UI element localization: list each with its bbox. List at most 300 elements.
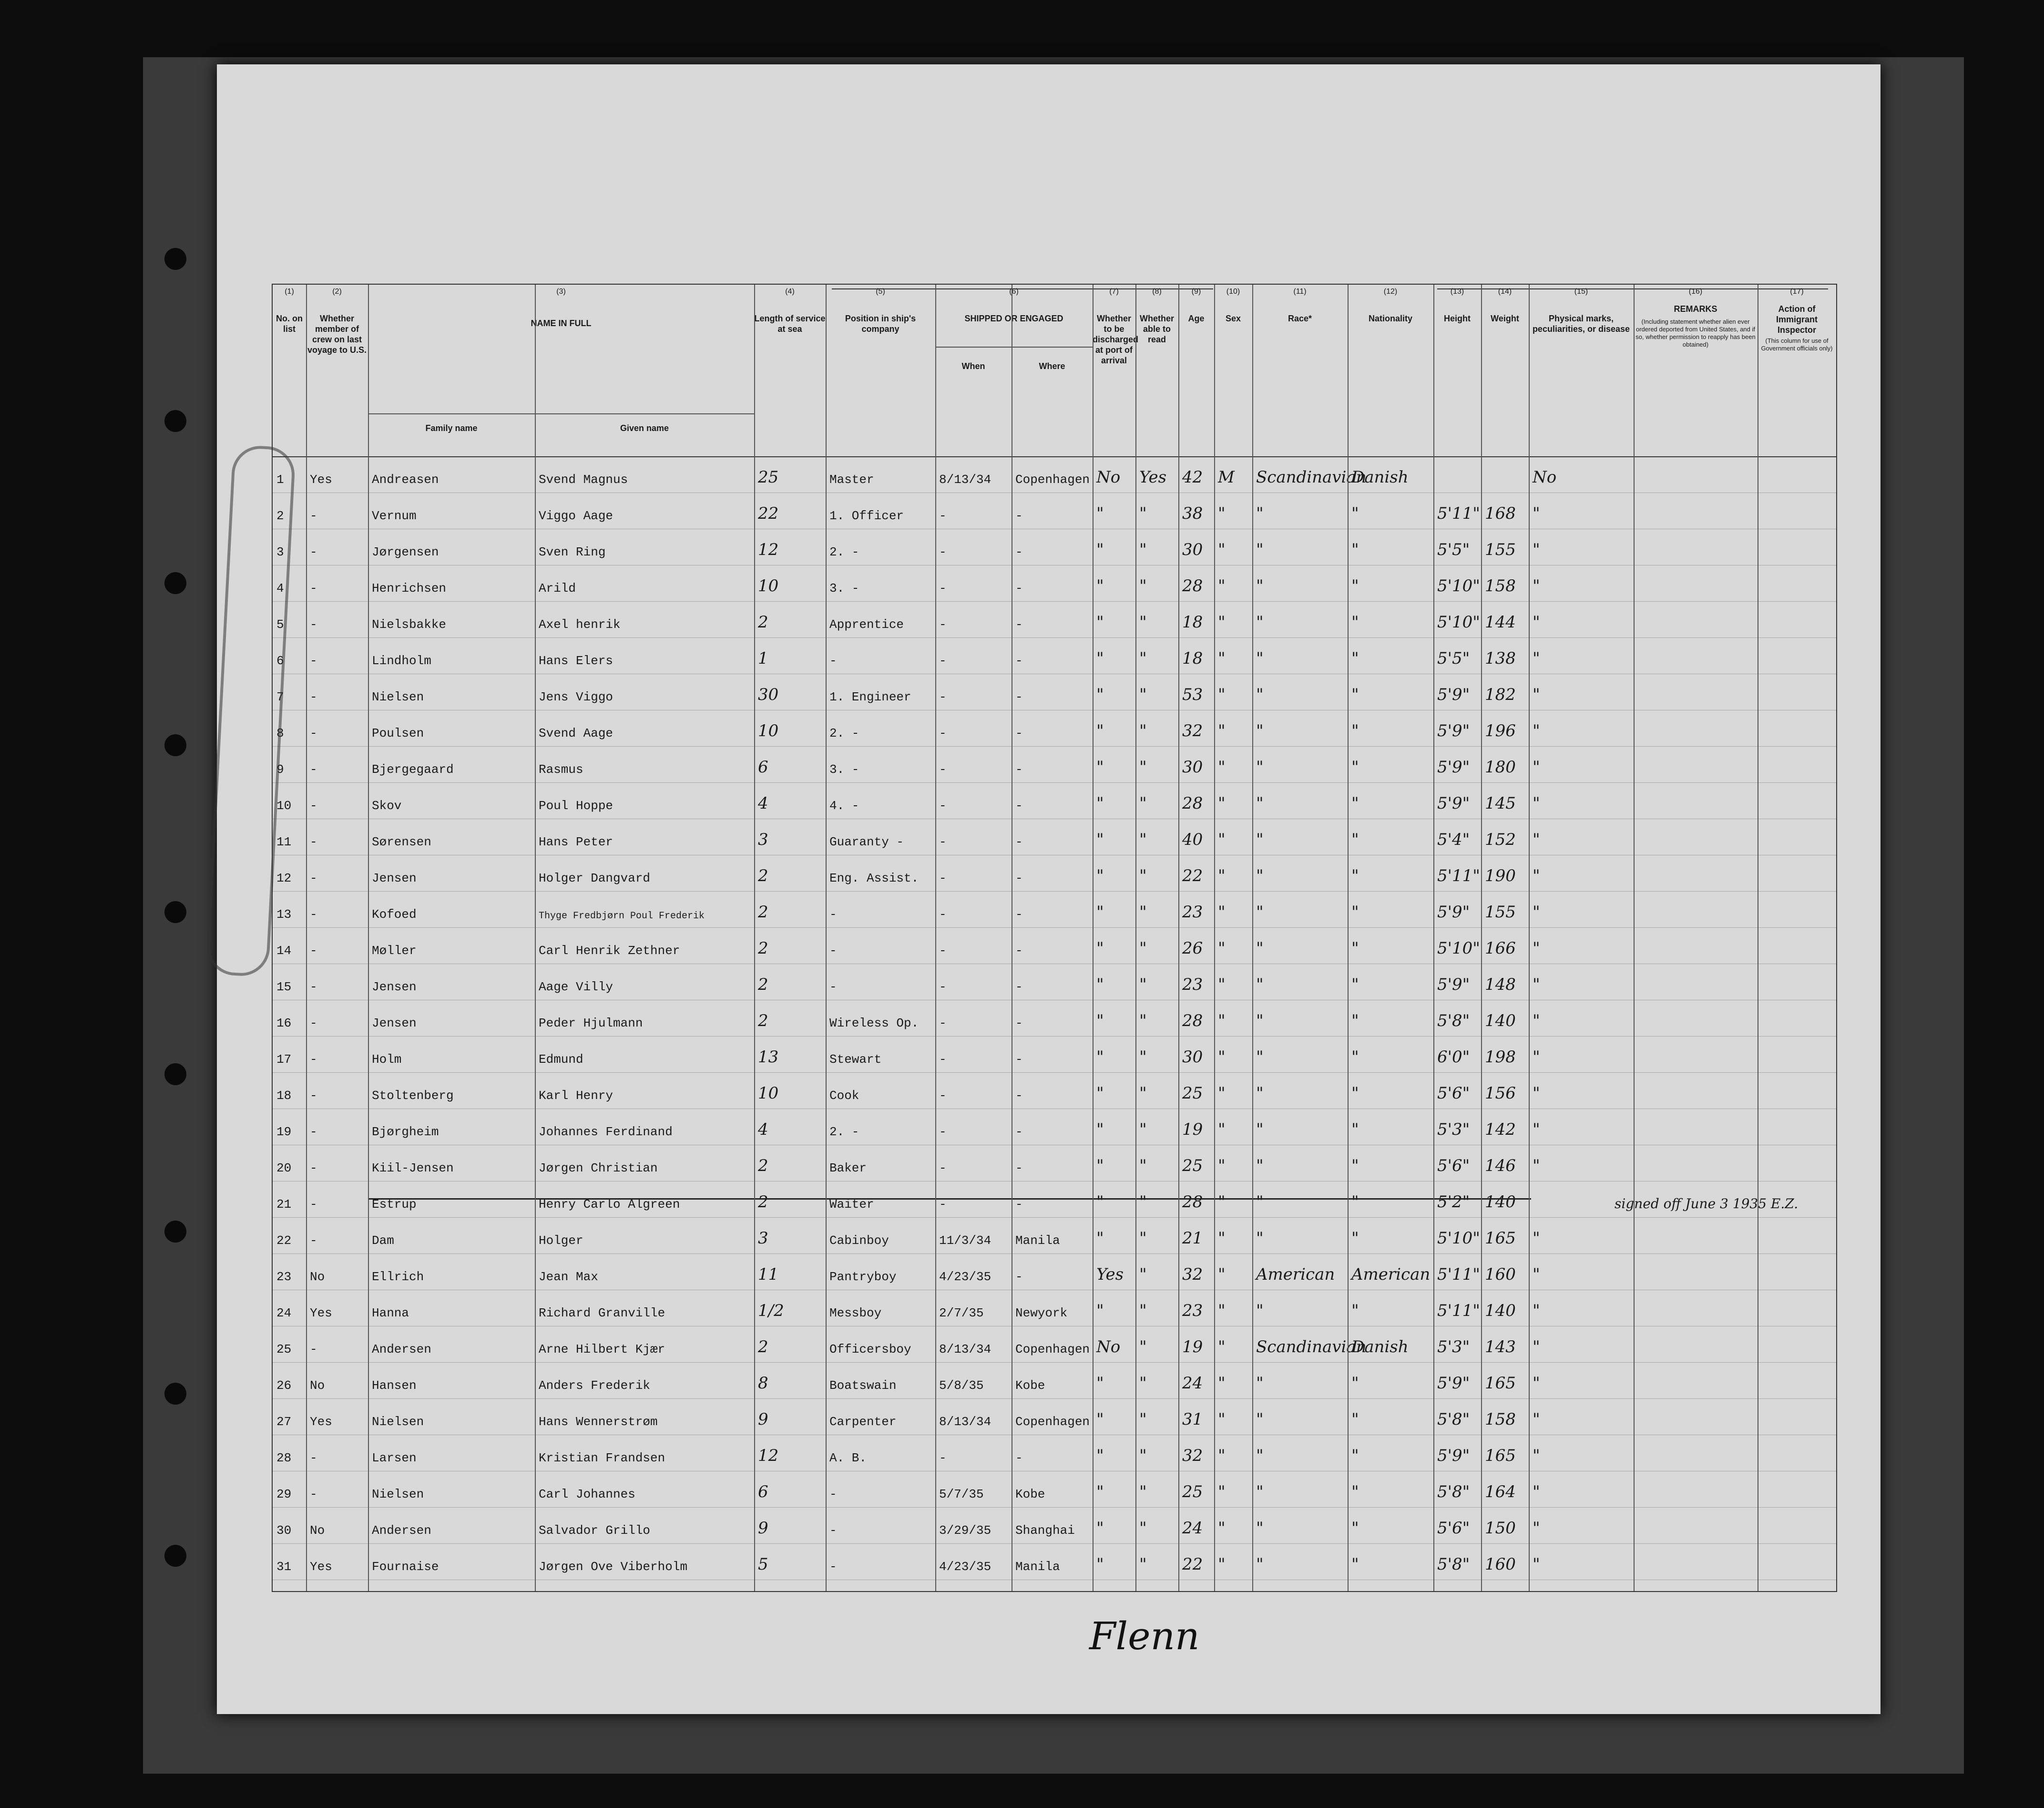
binder-hole bbox=[164, 1383, 186, 1405]
cell-family: Lindholm bbox=[372, 654, 431, 668]
cell-ht: 5'3" bbox=[1437, 1337, 1470, 1356]
cell-sex: M bbox=[1218, 468, 1235, 487]
cell-when: - bbox=[939, 1052, 947, 1067]
column-header: Weight bbox=[1491, 314, 1519, 323]
cell-read: " bbox=[1139, 939, 1147, 958]
cell-read: " bbox=[1139, 721, 1147, 740]
cell-age: 18 bbox=[1182, 613, 1203, 632]
cell-nat: " bbox=[1351, 1192, 1359, 1212]
cell-family: Fournaise bbox=[372, 1560, 439, 1574]
column-number: (16) bbox=[1688, 288, 1703, 296]
cell-where: - bbox=[1015, 509, 1023, 523]
cell-pos: - bbox=[829, 1523, 837, 1538]
cell-marks: " bbox=[1533, 613, 1540, 632]
column-number: (15) bbox=[1574, 288, 1588, 296]
cell-when: 8/13/34 bbox=[939, 1342, 991, 1356]
cell-prev: - bbox=[310, 1197, 317, 1212]
cell-pos: Wireless Op. bbox=[829, 1016, 919, 1030]
cell-given: Anders Frederik bbox=[539, 1378, 651, 1393]
cell-marks: " bbox=[1533, 685, 1540, 704]
cell-no: 30 bbox=[276, 1523, 292, 1538]
cell-when: 2/7/35 bbox=[939, 1306, 984, 1320]
cell-nat: " bbox=[1351, 1482, 1359, 1501]
cell-svc: 2 bbox=[758, 1192, 768, 1212]
table-row bbox=[273, 493, 1836, 529]
cell-disch: " bbox=[1096, 504, 1104, 523]
cell-marks: " bbox=[1533, 866, 1540, 885]
cell-ht: 5'9" bbox=[1437, 758, 1470, 777]
table-row bbox=[273, 746, 1836, 783]
cell-race: " bbox=[1256, 1410, 1264, 1429]
cell-race: " bbox=[1256, 1156, 1264, 1175]
column-divider bbox=[826, 285, 827, 1591]
cell-where: Kobe bbox=[1015, 1487, 1045, 1501]
cell-where: - bbox=[1015, 545, 1023, 559]
cell-sex: " bbox=[1218, 540, 1226, 559]
cell-pos: Master bbox=[829, 473, 874, 487]
cell-read: " bbox=[1139, 794, 1147, 813]
cell-given: Jørgen Christian bbox=[539, 1161, 658, 1175]
column-header: Family name bbox=[425, 423, 478, 433]
cell-when: - bbox=[939, 617, 947, 632]
cell-read: " bbox=[1139, 1265, 1147, 1284]
cell-read: " bbox=[1139, 1120, 1147, 1139]
cell-given: Salvador Grillo bbox=[539, 1523, 651, 1538]
table-row bbox=[273, 1507, 1836, 1544]
column-number: (4) bbox=[785, 288, 795, 296]
cell-ht: 5'10" bbox=[1437, 1229, 1480, 1248]
cell-prev: - bbox=[310, 1342, 317, 1356]
cell-prev: Yes bbox=[310, 1560, 332, 1574]
cell-no: 29 bbox=[276, 1487, 292, 1501]
column-header: Nationality bbox=[1368, 314, 1412, 323]
cell-svc: 5 bbox=[758, 1555, 768, 1574]
cell-given: Carl Henrik Zethner bbox=[539, 944, 680, 958]
cell-where: - bbox=[1015, 1451, 1023, 1465]
cell-nat: " bbox=[1351, 939, 1359, 958]
cell-prev: - bbox=[310, 871, 317, 885]
cell-age: 24 bbox=[1182, 1519, 1203, 1538]
cell-read: " bbox=[1139, 866, 1147, 885]
cell-family: Holm bbox=[372, 1052, 402, 1067]
cell-svc: 6 bbox=[758, 1482, 768, 1501]
cell-ht: 5'9" bbox=[1437, 1446, 1470, 1465]
cell-given: Peder Hjulmann bbox=[539, 1016, 643, 1030]
cell-rem: signed off June 3 1935 E.Z. bbox=[1615, 1196, 1799, 1212]
cell-disch: " bbox=[1096, 613, 1104, 632]
cell-read: " bbox=[1139, 830, 1147, 849]
cell-marks: " bbox=[1533, 1156, 1540, 1175]
cell-nat: " bbox=[1351, 1120, 1359, 1139]
column-header: (This column for use of Government officials only) bbox=[1761, 337, 1833, 352]
table-row bbox=[273, 1398, 1836, 1435]
column-header: Action of Immigrant Inspector bbox=[1776, 304, 1818, 335]
cell-given: Henry Carlo Algreen bbox=[539, 1197, 680, 1212]
cell-age: 22 bbox=[1182, 1555, 1203, 1574]
cell-family: Kiil-Jensen bbox=[372, 1161, 454, 1175]
cell-pos: - bbox=[829, 907, 837, 922]
cell-wt: 182 bbox=[1485, 685, 1516, 704]
cell-given: Svend Aage bbox=[539, 726, 613, 740]
table-row bbox=[273, 1253, 1836, 1290]
cell-marks: " bbox=[1533, 1555, 1540, 1574]
cell-no: 28 bbox=[276, 1451, 292, 1465]
cell-wt: 158 bbox=[1485, 1410, 1516, 1429]
cell-wt: 152 bbox=[1485, 830, 1516, 849]
cell-pos: Officersboy bbox=[829, 1342, 911, 1356]
cell-sex: " bbox=[1218, 649, 1226, 668]
cell-prev: - bbox=[310, 835, 317, 849]
cell-ht: 5'8" bbox=[1437, 1410, 1470, 1429]
cell-disch: " bbox=[1096, 830, 1104, 849]
cell-race: " bbox=[1256, 613, 1264, 632]
cell-nat: Danish bbox=[1351, 468, 1409, 487]
manifest-page bbox=[217, 64, 1880, 1714]
cell-read: Yes bbox=[1139, 468, 1167, 487]
cell-svc: 2 bbox=[758, 866, 768, 885]
cell-prev: Yes bbox=[310, 473, 332, 487]
cell-age: 23 bbox=[1182, 903, 1203, 922]
cell-when: - bbox=[939, 581, 947, 596]
cell-wt: 198 bbox=[1485, 1048, 1516, 1067]
cell-svc: 11 bbox=[758, 1265, 779, 1284]
cell-when: - bbox=[939, 1089, 947, 1103]
cell-when: - bbox=[939, 654, 947, 668]
table-row bbox=[273, 1471, 1836, 1508]
cell-where: - bbox=[1015, 654, 1023, 668]
cell-race: " bbox=[1256, 576, 1264, 596]
cell-ht: 5'5" bbox=[1437, 649, 1470, 668]
cell-disch: " bbox=[1096, 1084, 1104, 1103]
cell-marks: " bbox=[1533, 1482, 1540, 1501]
cell-marks: " bbox=[1533, 1084, 1540, 1103]
column-header: (Including statement whether alien ever ordered deported from United States, and if so, whether permission to reapply has been obtained) bbox=[1635, 318, 1756, 348]
cell-disch: " bbox=[1096, 975, 1104, 994]
cell-pos: 1. Officer bbox=[829, 509, 904, 523]
cell-no: 7 bbox=[276, 690, 284, 704]
table-row bbox=[273, 1290, 1836, 1326]
column-header: Age bbox=[1188, 314, 1205, 323]
cell-given: Richard Granville bbox=[539, 1306, 665, 1320]
cell-nat: " bbox=[1351, 1301, 1359, 1320]
cell-when: - bbox=[939, 907, 947, 922]
cell-ht: 6'0" bbox=[1437, 1048, 1470, 1067]
cell-sex: " bbox=[1218, 830, 1226, 849]
cell-svc: 30 bbox=[758, 685, 779, 704]
cell-disch: " bbox=[1096, 1156, 1104, 1175]
column-divider bbox=[535, 285, 536, 1591]
cell-pos: 4. - bbox=[829, 799, 859, 813]
binder-hole bbox=[164, 734, 186, 756]
column-divider bbox=[1348, 285, 1349, 1591]
cell-family: Jensen bbox=[372, 871, 417, 885]
cell-nat: " bbox=[1351, 1084, 1359, 1103]
cell-pos: - bbox=[829, 944, 837, 958]
cell-no: 9 bbox=[276, 762, 284, 777]
cell-wt: 146 bbox=[1485, 1156, 1516, 1175]
cell-ht: 5'9" bbox=[1437, 794, 1470, 813]
cell-wt: 160 bbox=[1485, 1555, 1516, 1574]
cell-wt: 156 bbox=[1485, 1084, 1516, 1103]
cell-where: - bbox=[1015, 907, 1023, 922]
cell-prev: - bbox=[310, 1487, 317, 1501]
column-header: NAME IN FULL bbox=[531, 318, 592, 328]
cell-pos: Waiter bbox=[829, 1197, 874, 1212]
cell-family: Bjergegaard bbox=[372, 762, 454, 777]
cell-marks: " bbox=[1533, 540, 1540, 559]
cell-when: 5/8/35 bbox=[939, 1378, 984, 1393]
cell-prev: - bbox=[310, 654, 317, 668]
cell-age: 32 bbox=[1182, 721, 1203, 740]
cell-sex: " bbox=[1218, 721, 1226, 740]
cell-nat: " bbox=[1351, 576, 1359, 596]
cell-pos: Messboy bbox=[829, 1306, 882, 1320]
column-header: Whether able to read bbox=[1140, 314, 1174, 344]
cell-when: 8/13/34 bbox=[939, 1415, 991, 1429]
cell-when: - bbox=[939, 726, 947, 740]
cell-nat: " bbox=[1351, 830, 1359, 849]
cell-given: Viggo Aage bbox=[539, 509, 613, 523]
cell-wt: 165 bbox=[1485, 1374, 1516, 1393]
cell-disch: " bbox=[1096, 758, 1104, 777]
cell-race: American bbox=[1256, 1265, 1335, 1284]
cell-read: " bbox=[1139, 758, 1147, 777]
cell-wt: 165 bbox=[1485, 1446, 1516, 1465]
cell-race: " bbox=[1256, 1011, 1264, 1030]
cell-disch: " bbox=[1096, 649, 1104, 668]
cell-sex: " bbox=[1218, 1446, 1226, 1465]
cell-given: Jens Viggo bbox=[539, 690, 613, 704]
cell-nat: " bbox=[1351, 1519, 1359, 1538]
cell-marks: " bbox=[1533, 721, 1540, 740]
cell-nat: " bbox=[1351, 1011, 1359, 1030]
column-divider bbox=[1433, 285, 1434, 1591]
cell-when: - bbox=[939, 1451, 947, 1465]
cell-ht: 5'9" bbox=[1437, 1374, 1470, 1393]
cell-family: Kofoed bbox=[372, 907, 417, 922]
cell-when: - bbox=[939, 545, 947, 559]
table-row bbox=[273, 1000, 1836, 1037]
cell-given: Sven Ring bbox=[539, 545, 606, 559]
cell-ht: 5'2" bbox=[1437, 1192, 1470, 1212]
cell-family: Nielsen bbox=[372, 1415, 424, 1429]
cell-marks: " bbox=[1533, 1301, 1540, 1320]
column-number: (12) bbox=[1383, 288, 1398, 296]
cell-sex: " bbox=[1218, 1265, 1226, 1284]
column-divider bbox=[1529, 285, 1530, 1591]
cell-nat: " bbox=[1351, 613, 1359, 632]
cell-marks: " bbox=[1533, 1011, 1540, 1030]
cell-svc: 12 bbox=[758, 540, 779, 559]
cell-family: Dam bbox=[372, 1233, 394, 1248]
table-row bbox=[273, 601, 1836, 638]
table-row bbox=[273, 1362, 1836, 1399]
cell-wt: 143 bbox=[1485, 1337, 1516, 1356]
cell-prev: - bbox=[310, 509, 317, 523]
cell-wt: 196 bbox=[1485, 721, 1516, 740]
cell-prev: Yes bbox=[310, 1415, 332, 1429]
cell-nat: " bbox=[1351, 758, 1359, 777]
cell-when: - bbox=[939, 1016, 947, 1030]
cell-prev: No bbox=[310, 1270, 325, 1284]
cell-race: " bbox=[1256, 1301, 1264, 1320]
cell-disch: " bbox=[1096, 721, 1104, 740]
cell-no: 6 bbox=[276, 654, 284, 668]
column-header: Length of service at sea bbox=[754, 314, 826, 334]
cell-marks: " bbox=[1533, 576, 1540, 596]
cell-read: " bbox=[1139, 1337, 1147, 1356]
cell-prev: - bbox=[310, 690, 317, 704]
cell-when: - bbox=[939, 1161, 947, 1175]
table-row bbox=[273, 710, 1836, 747]
cell-given: Axel henrik bbox=[539, 617, 621, 632]
cell-svc: 9 bbox=[758, 1410, 768, 1429]
table-row bbox=[273, 674, 1836, 710]
column-number: (11) bbox=[1293, 288, 1307, 296]
cell-race: " bbox=[1256, 540, 1264, 559]
column-number: (8) bbox=[1152, 288, 1162, 296]
column-divider bbox=[306, 285, 307, 1591]
cell-no: 27 bbox=[276, 1415, 292, 1429]
cell-family: Nielsen bbox=[372, 1487, 424, 1501]
cell-wt: 168 bbox=[1485, 504, 1516, 523]
cell-pos: 3. - bbox=[829, 581, 859, 596]
cell-ht: 5'6" bbox=[1437, 1156, 1470, 1175]
cell-race: " bbox=[1256, 903, 1264, 922]
column-divider bbox=[1214, 285, 1215, 1591]
table-row bbox=[273, 927, 1836, 964]
cell-when: - bbox=[939, 1125, 947, 1139]
cell-no: 10 bbox=[276, 799, 292, 813]
cell-disch: " bbox=[1096, 794, 1104, 813]
cell-sex: " bbox=[1218, 975, 1226, 994]
cell-nat: " bbox=[1351, 1410, 1359, 1429]
cell-read: " bbox=[1139, 504, 1147, 523]
table-row bbox=[273, 1109, 1836, 1145]
cell-given: Svend Magnus bbox=[539, 473, 628, 487]
cell-race: Scandinavian bbox=[1256, 1337, 1367, 1356]
column-header: Whether member of crew on last voyage to U.S. bbox=[307, 314, 367, 355]
cell-svc: 2 bbox=[758, 1337, 768, 1356]
cell-marks: " bbox=[1533, 758, 1540, 777]
cell-family: Larsen bbox=[372, 1451, 417, 1465]
cell-nat: " bbox=[1351, 685, 1359, 704]
cell-svc: 3 bbox=[758, 1229, 768, 1248]
cell-nat: Danish bbox=[1351, 1337, 1409, 1356]
cell-where: Kobe bbox=[1015, 1378, 1045, 1393]
cell-race: " bbox=[1256, 721, 1264, 740]
cell-race: " bbox=[1256, 1192, 1264, 1212]
cell-race: " bbox=[1256, 794, 1264, 813]
cell-wt: 148 bbox=[1485, 975, 1516, 994]
column-number: (9) bbox=[1191, 288, 1201, 296]
cell-when: - bbox=[939, 509, 947, 523]
cell-sex: " bbox=[1218, 1048, 1226, 1067]
cell-sex: " bbox=[1218, 1337, 1226, 1356]
cell-ht: 5'6" bbox=[1437, 1519, 1470, 1538]
cell-nat: " bbox=[1351, 975, 1359, 994]
cell-svc: 8 bbox=[758, 1374, 768, 1393]
cell-where: Copenhagen bbox=[1015, 1342, 1090, 1356]
cell-family: Skov bbox=[372, 799, 402, 813]
cell-given: Edmund bbox=[539, 1052, 583, 1067]
cell-race: " bbox=[1256, 830, 1264, 849]
cell-when: - bbox=[939, 762, 947, 777]
cell-age: 30 bbox=[1182, 1048, 1203, 1067]
cell-race: " bbox=[1256, 939, 1264, 958]
cell-given: Arne Hilbert Kjær bbox=[539, 1342, 665, 1356]
cell-where: - bbox=[1015, 871, 1023, 885]
cell-read: " bbox=[1139, 685, 1147, 704]
cell-where: Shanghai bbox=[1015, 1523, 1075, 1538]
cell-given: Carl Johannes bbox=[539, 1487, 635, 1501]
cell-when: - bbox=[939, 799, 947, 813]
cell-read: " bbox=[1139, 540, 1147, 559]
cell-sex: " bbox=[1218, 1229, 1226, 1248]
cell-prev: - bbox=[310, 799, 317, 813]
cell-ht: 5'8" bbox=[1437, 1011, 1470, 1030]
cell-when: - bbox=[939, 835, 947, 849]
cell-race: " bbox=[1256, 1084, 1264, 1103]
cell-disch: " bbox=[1096, 1374, 1104, 1393]
cell-given: Aage Villy bbox=[539, 980, 613, 994]
cell-race: Scandinavian bbox=[1256, 468, 1367, 487]
cell-race: " bbox=[1256, 1446, 1264, 1465]
cell-no: 4 bbox=[276, 581, 284, 596]
cell-where: - bbox=[1015, 762, 1023, 777]
cell-read: " bbox=[1139, 1156, 1147, 1175]
cell-marks: " bbox=[1533, 939, 1540, 958]
cell-given: Poul Hoppe bbox=[539, 799, 613, 813]
cell-read: " bbox=[1139, 1555, 1147, 1574]
cell-sex: " bbox=[1218, 1374, 1226, 1393]
cell-marks: " bbox=[1533, 1265, 1540, 1284]
cell-marks: " bbox=[1533, 504, 1540, 523]
cell-race: " bbox=[1256, 1374, 1264, 1393]
cell-wt: 166 bbox=[1485, 939, 1516, 958]
cell-no: 23 bbox=[276, 1270, 292, 1284]
cell-sex: " bbox=[1218, 866, 1226, 885]
cell-no: 15 bbox=[276, 980, 292, 994]
cell-when: 5/7/35 bbox=[939, 1487, 984, 1501]
cell-no: 11 bbox=[276, 835, 292, 849]
cell-wt: 155 bbox=[1485, 540, 1516, 559]
cell-marks: " bbox=[1533, 1519, 1540, 1538]
cell-disch: " bbox=[1096, 1446, 1104, 1465]
cell-age: 40 bbox=[1182, 830, 1203, 849]
cell-sex: " bbox=[1218, 903, 1226, 922]
cell-ht: 5'10" bbox=[1437, 939, 1480, 958]
cell-when: 4/23/35 bbox=[939, 1270, 991, 1284]
cell-svc: 2 bbox=[758, 903, 768, 922]
cell-when: - bbox=[939, 690, 947, 704]
binder-hole bbox=[164, 1545, 186, 1567]
cell-age: 24 bbox=[1182, 1374, 1203, 1393]
cell-sex: " bbox=[1218, 576, 1226, 596]
cell-marks: " bbox=[1533, 903, 1540, 922]
cell-family: Hanna bbox=[372, 1306, 409, 1320]
cell-marks: " bbox=[1533, 1410, 1540, 1429]
cell-nat: " bbox=[1351, 1555, 1359, 1574]
table-row bbox=[273, 456, 1836, 493]
cell-given: Rasmus bbox=[539, 762, 583, 777]
cell-family: Hansen bbox=[372, 1378, 417, 1393]
cell-disch: " bbox=[1096, 939, 1104, 958]
cell-marks: " bbox=[1533, 1120, 1540, 1139]
table-row bbox=[273, 964, 1836, 1000]
cell-wt: 180 bbox=[1485, 758, 1516, 777]
cell-sex: " bbox=[1218, 1410, 1226, 1429]
